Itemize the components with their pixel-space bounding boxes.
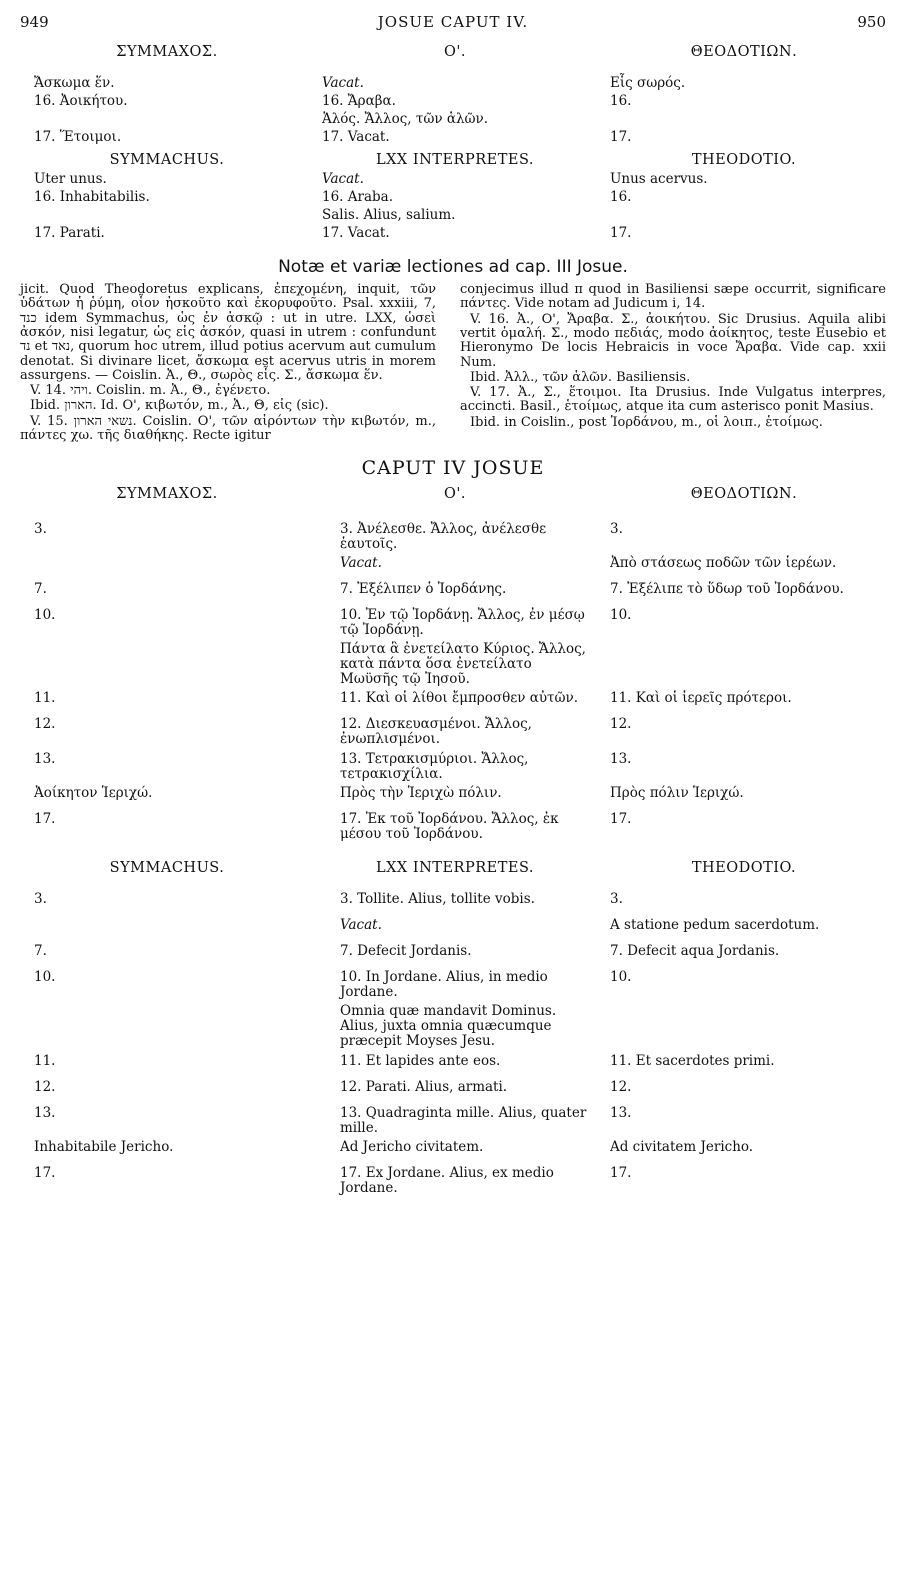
- table-cell: 3. Tollite. Alius, tollite vobis.: [340, 890, 535, 907]
- table-cell: [20, 1002, 308, 1051]
- table-cell: 13.: [34, 1104, 56, 1121]
- table-cell: 11. Et lapides ante eos.: [340, 1052, 501, 1069]
- table-cell: Vacat.: [322, 75, 364, 91]
- table-cell: 7. Ἐξέλιπε τὸ ὕδωρ τοῦ Ἰορδάνου.: [610, 580, 844, 597]
- table-cell: Ἁλός. Ἄλλος, τῶν ἁλῶν.: [322, 111, 489, 127]
- table-cell: Salis. Alius, salium.: [322, 207, 456, 223]
- note-paragraph: Ibid. in Coislin., post Ἰορδάνου, m., οἱ λοιπ., ἑτοίμως.: [470, 414, 823, 430]
- column-header: SYMMACHUS.: [109, 859, 225, 876]
- notes-body: [20, 283, 886, 444]
- table-cell: [596, 640, 886, 689]
- table-cell: 3.: [610, 520, 623, 537]
- table-cell: 17. Ex Jordane. Alius, ex medio Jordane.: [340, 1164, 554, 1196]
- running-head: [20, 14, 886, 40]
- running-title: JOSUE CAPUT IV.: [377, 13, 529, 31]
- table-cell: 16. Inhabitabilis.: [34, 189, 150, 205]
- note-paragraph: Ibid. הארון. Id. Ο', κιβωτόν, m., Ἀ., Θ, εἰς (sic).: [30, 398, 329, 414]
- table-cell: 12.: [34, 1078, 56, 1095]
- note-paragraph: V. 16. Ἀ., Ο', Ἄραβα. Σ., ἀοικήτου. Sic Drusius. Aquila alibi vertit ὁμαλή. Σ., modo πεδιάς, modo ἀοίκητος, teste Eusebio et Hieronymo De locis Hebraicis in voce Ἄραβα. Vide cap. xxii Num.: [460, 311, 886, 370]
- table-cell: 7. Defecit aqua Jordanis.: [610, 942, 780, 959]
- table-cell: Inhabitabile Jericho.: [34, 1138, 174, 1155]
- table-cell: [20, 112, 308, 130]
- table-cell: Ad civitatem Jericho.: [610, 1138, 754, 1155]
- column-header: ΣΥΜΜΑΧΟΣ.: [116, 44, 218, 60]
- page-number-left: 949: [20, 13, 49, 31]
- table-cell: 17.: [34, 1164, 56, 1181]
- table-cell: [20, 640, 308, 689]
- table-cell: 17. Ἕτοιμοι.: [34, 129, 122, 145]
- note-paragraph: V. 14. ויהי. Coislin. m. Ἀ., Θ., ἐγένετο.: [30, 383, 271, 399]
- note-paragraph: jicit. Quod Theodoretus explicans, ἐπεχομένη, inquit, τῶν ὑδάτων ἡ ῥύμη, οἷον ἠσκοῦτο καὶ ἐκορυφοῦτο. Psal. xxxiii, 7, כנד idem Symmachus, ὡς ἐν ἀσκῷ : ut in utre. LXX, ὡσεὶ ἀσκόν, nisi legatur, ὡς εἰς ἀσκόν, quasi in utrem : confundunt נד et נאד, quorum hoc utrem, illud potius acervum aut cumulum denotat. Si divinare licet, ἄσκωμα est acervus utris in morem assurgens. — Coislin. Ἀ., Θ., σωρὸς εἷς. Σ., ἄσκωμα ἕν.: [20, 282, 436, 383]
- table-cell: 13. Τετρακισμύριοι. Ἄλλος, τετρακισχίλια.: [340, 750, 529, 782]
- hexapla-latin-top: [20, 152, 886, 244]
- table-cell: [596, 1002, 886, 1051]
- table-cell: Ἄσκωμα ἕν.: [34, 75, 115, 91]
- table-cell: 12. Parati. Alius, armati.: [340, 1078, 508, 1095]
- table-cell: Unus acervus.: [610, 171, 708, 187]
- table-cell: [596, 112, 886, 130]
- column-header: ΘΕΟΔΟΤΙΩΝ.: [690, 44, 798, 60]
- column-header: THEODOTIO.: [691, 859, 797, 876]
- table-cell: [20, 916, 308, 942]
- table-cell: 13. Quadraginta mille. Alius, quater mille.: [340, 1104, 587, 1136]
- table-cell: 13.: [34, 750, 56, 767]
- table-cell: 17.: [610, 810, 632, 827]
- column-header: Ο'.: [444, 44, 466, 60]
- table-cell: 10.: [34, 606, 56, 623]
- table-cell: 16. Ἄραβα.: [322, 93, 396, 109]
- note-paragraph: conjecimus illud π quod in Basiliensi sæpe occurrit, significare πάντες. Vide notam ad Judicum i, 14.: [460, 282, 886, 312]
- table-cell: 13.: [610, 1104, 632, 1121]
- table-cell: 11.: [34, 1052, 56, 1069]
- column-header: ΣΥΜΜΑΧΟΣ.: [116, 485, 218, 502]
- table-cell: 13.: [610, 750, 632, 767]
- hexapla-greek-chapter: [20, 484, 886, 844]
- table-cell: 10.: [610, 968, 632, 985]
- table-cell: [20, 208, 308, 226]
- table-cell: 7.: [34, 942, 47, 959]
- page: [20, 14, 886, 1198]
- table-cell: 10.: [610, 606, 632, 623]
- table-cell: 3.: [34, 520, 47, 537]
- table-cell: 12.: [34, 716, 56, 733]
- table-cell: Ἀοίκητον Ἱεριχώ.: [34, 784, 153, 801]
- table-cell: 7. Defecit Jordanis.: [340, 942, 472, 959]
- table-cell: 16.: [610, 189, 632, 205]
- column-header: Ο'.: [444, 485, 466, 502]
- table-cell: Ἀπὸ στάσεως ποδῶν τῶν ἱερέων.: [610, 554, 837, 571]
- table-cell: 17.: [610, 129, 632, 145]
- column-header: LXX INTERPRETES.: [375, 859, 534, 876]
- table-cell: 17.: [610, 1164, 632, 1181]
- table-cell: 3.: [34, 890, 47, 907]
- table-cell: 11. Καὶ οἱ ἱερεῖς πρότεροι.: [610, 690, 792, 707]
- column-header: LXX INTERPRETES.: [375, 152, 534, 168]
- column-header: SYMMACHUS.: [109, 152, 225, 168]
- table-cell: 10. In Jordane. Alius, in medio Jordane.: [340, 968, 548, 1001]
- notes-title: Notæ et variæ lectiones ad cap. III Josue.: [278, 257, 628, 277]
- table-cell: Πάντα ἃ ἐνετείλατο Κύριος. Ἄλλος, κατὰ πάντα ὅσα ἐνετείλατο Μωϋσῆς τῷ Ἰησοῦ.: [340, 641, 586, 688]
- table-cell: Πρὸς τὴν Ἱεριχὼ πόλιν.: [340, 784, 502, 801]
- table-cell: 17. Ἐκ τοῦ Ἰορδάνου. Ἄλλος, ἐκ μέσου τοῦ Ἰορδάνου.: [340, 810, 559, 842]
- table-cell: A statione pedum sacerdotum.: [610, 916, 820, 933]
- table-cell: 10. Ἐν τῷ Ἰορδάνῃ. Ἄλλος, ἐν μέσῳ τῷ Ἰορδάνῃ.: [340, 606, 585, 638]
- column-header: ΘΕΟΔΟΤΙΩΝ.: [690, 485, 798, 502]
- chapter-heading: CAPUT IV JOSUE: [361, 457, 545, 480]
- table-cell: Omnia quæ mandavit Dominus. Alius, juxta omnia quæcumque præcepit Moyses Jesu.: [340, 1003, 557, 1050]
- table-cell: 7. Ἐξέλιπεν ὁ Ἰορδάνης.: [340, 580, 507, 597]
- table-cell: 10.: [34, 968, 56, 985]
- table-cell: Vacat.: [322, 171, 364, 187]
- table-cell: Εἷς σωρός.: [610, 75, 686, 91]
- note-paragraph: V. 17. Ἀ., Σ., ἕτοιμοι. Ita Drusius. Inde Vulgatus interpres, accincti. Basil., ἑτοίμως, atque ita cum asterisco ponit Masius.: [460, 385, 886, 415]
- table-cell: 12.: [610, 1078, 632, 1095]
- table-cell: [596, 208, 886, 226]
- table-cell: 3. Ἀνέλεσθε. Ἄλλος, ἀνέλεσθε ἑαυτοῖς.: [340, 520, 547, 552]
- table-cell: 11. Καὶ οἱ λίθοι ἔμπροσθεν αὐτῶν.: [340, 690, 579, 707]
- table-cell: 16.: [610, 93, 632, 109]
- notes-column-left: [20, 283, 450, 444]
- table-cell: Uter unus.: [34, 171, 107, 187]
- column-header: THEODOTIO.: [691, 152, 797, 168]
- table-cell: Vacat.: [340, 916, 382, 933]
- table-cell: 12.: [610, 716, 632, 733]
- hexapla-latin-chapter: [20, 858, 886, 1198]
- table-cell: Ad Jericho civitatem.: [340, 1138, 484, 1155]
- table-cell: 3.: [610, 890, 623, 907]
- page-number-right: 950: [857, 13, 886, 31]
- table-cell: 7.: [34, 580, 47, 597]
- table-cell: 12. Διεσκευασμένοι. Ἄλλος, ἐνωπλισμένοι.: [340, 716, 532, 748]
- notes-column-right: [450, 283, 886, 444]
- table-cell: [20, 554, 308, 580]
- table-cell: 17. Parati.: [34, 225, 105, 241]
- table-cell: Πρὸς πόλιν Ἱεριχώ.: [610, 784, 744, 801]
- note-paragraph: V. 15. נשאי הארון. Coislin. Ο', τῶν αἰρόντων τὴν κιβωτόν, m., πάντες χω. τῆς διαθήκης. Recte igitur: [20, 413, 437, 443]
- hexapla-greek-top: [20, 40, 886, 148]
- table-cell: 11.: [34, 690, 56, 707]
- table-cell: 17. Vacat.: [322, 225, 390, 241]
- table-cell: 17.: [34, 810, 56, 827]
- table-cell: Vacat.: [340, 554, 382, 571]
- note-paragraph: Ibid. Ἀλλ., τῶν ἁλῶν. Basiliensis.: [470, 369, 691, 385]
- table-cell: 11. Et sacerdotes primi.: [610, 1052, 775, 1069]
- table-cell: 17.: [610, 225, 632, 241]
- table-cell: 17. Vacat.: [322, 129, 390, 145]
- table-cell: 16. Araba.: [322, 189, 393, 205]
- table-cell: 16. Ἀοικήτου.: [34, 93, 128, 109]
